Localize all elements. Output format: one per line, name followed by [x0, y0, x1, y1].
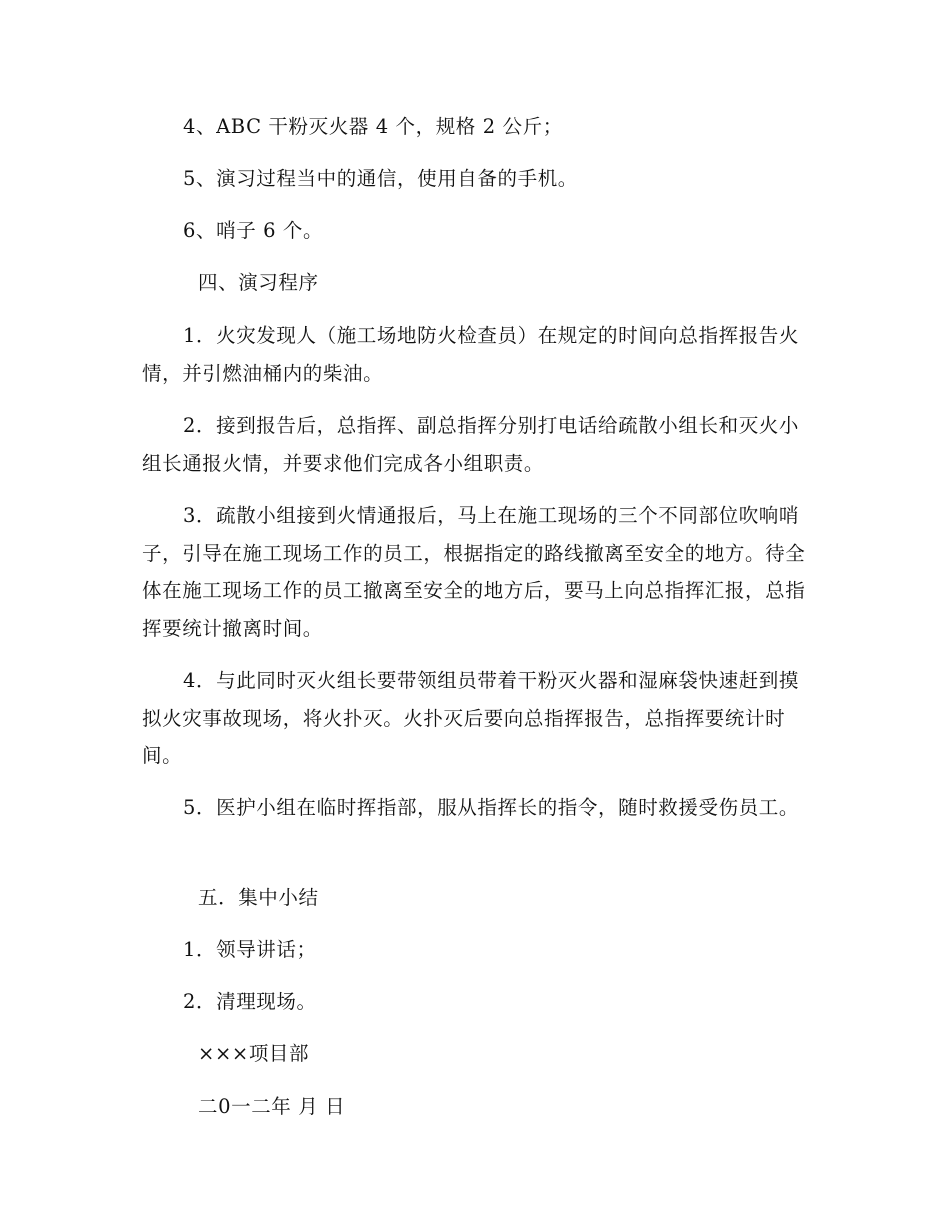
- list-item-whistles: 6、哨子 6 个。: [183, 219, 324, 242]
- section-heading-summary: 五．集中小结: [198, 886, 319, 909]
- procedure-step-2: 2．接到报告后，总指挥、副总指挥分别打电话给疏散小组长和灭火小组长通报火情，并要求他们完成各小组职责。: [142, 414, 800, 475]
- signature-date: 二0一二年 月 日: [198, 1095, 346, 1118]
- procedure-step-3: 3．疏散小组接到火情通报后，马上在施工现场的三个不同部位吹响哨子，引导在施工现场工作的员工，根据指定的路线撤离至安全的地方。待全体在施工现场工作的员工撤离至安全的地方后，要马上向总指挥汇报，总指挥要统计撤离时间。: [142, 504, 806, 640]
- list-item-extinguishers: 4、ABC 干粉灭火器 4 个，规格 2 公斤；: [183, 115, 563, 138]
- procedure-step-5: 5．医护小组在临时挥指部，服从指挥长的指令，随时救援受伤员工。: [183, 796, 800, 819]
- signature-department: ×××项目部: [198, 1042, 310, 1065]
- summary-item-2: 2．清理现场。: [183, 990, 317, 1013]
- summary-item-1: 1．领导讲话；: [183, 938, 317, 961]
- procedure-step-4: 4．与此同时灭火组长要带领组员带着干粉灭火器和湿麻袋快速赶到摸拟火灾事故现场，将火扑灭。火扑灭后要向总指挥报告，总指挥要统计时间。: [142, 669, 800, 767]
- list-item-communication: 5、演习过程当中的通信，使用自备的手机。: [183, 167, 578, 190]
- procedure-step-1: 1．火灾发现人（施工场地防火检查员）在规定的时间向总指挥报告火情，并引燃油桶内的柴油。: [142, 324, 800, 385]
- section-heading-drill-procedure: 四、演习程序: [198, 271, 319, 294]
